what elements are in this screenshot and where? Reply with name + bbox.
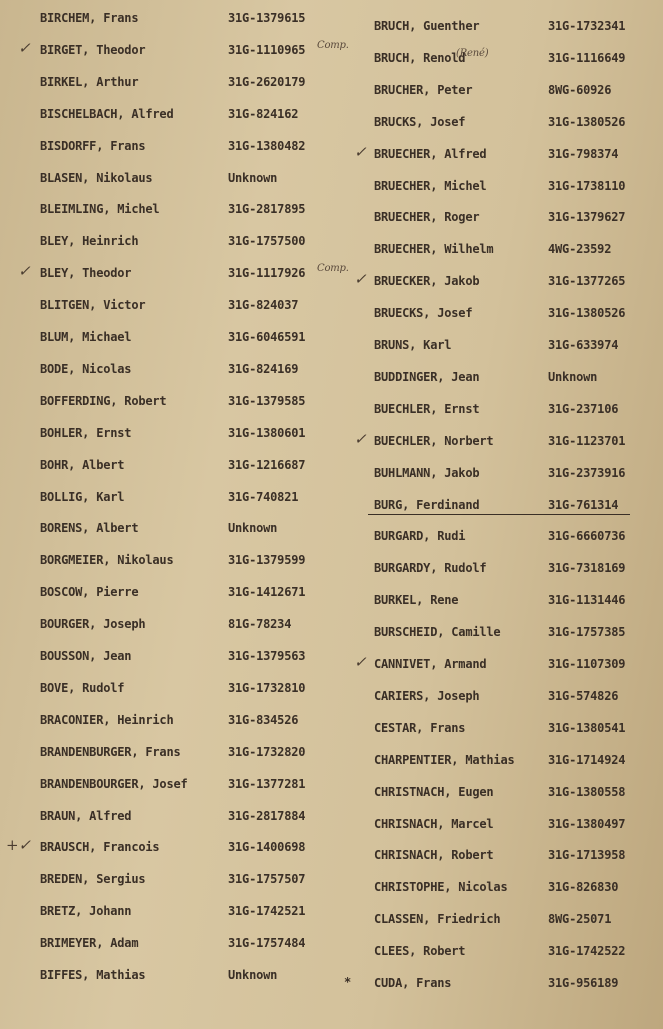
check-mark-icon: ✓ [354,142,367,161]
list-item [0,965,340,985]
list-item [0,104,340,124]
person-name: BUDDINGER, Jean [374,369,480,384]
list-item [0,423,340,443]
serial-number: 31G-1380601 [228,425,306,440]
check-mark-icon: ✓ [354,270,367,289]
serial-number: 31G-633974 [548,338,619,352]
check-mark-icon: ✓ [354,429,367,448]
person-name: CHRISTOPHE, Nicolas [374,880,508,895]
list-item [0,487,340,507]
check-mark-icon: ✓ [354,653,367,671]
person-name: CANNIVET, Armand [374,657,487,671]
list-item [340,431,663,451]
serial-number: 31G-798374 [548,146,619,161]
person-name: CUDA, Frans [374,976,452,990]
list-item [340,399,663,419]
serial-number: 31G-237106 [548,401,619,416]
person-name: BRUCH, Renold [374,50,466,65]
serial-number: 31G-1131446 [548,593,626,608]
serial-number: 4WG-23592 [548,242,612,257]
serial-number: 81G-78234 [228,617,292,632]
serial-number: 31G-761314 [548,497,619,512]
person-name: BLASEN, Nikolaus [40,170,153,185]
list-item [0,518,340,538]
person-name: BLEY, Heinrich [40,234,139,249]
list-item [340,590,663,610]
list-item [340,48,663,68]
serial-number: 31G-1123701 [548,433,626,448]
person-name: BURG, Ferdinand [374,497,480,512]
person-name: BOHLER, Ernst [40,425,132,440]
serial-number: 31G-1732341 [548,19,626,33]
serial-number: 31G-1713958 [548,848,626,863]
serial-number: 31G-2620179 [228,74,306,89]
list-item [340,622,663,642]
person-name: CHRISTNACH, Eugen [374,784,494,799]
serial-number: 31G-834526 [228,712,299,727]
serial-number: 31G-574826 [548,688,619,703]
serial-number: 31G-2817884 [228,808,306,823]
person-name: BUHLMANN, Jakob [374,465,480,480]
person-name: BRUCKS, Josef [374,114,466,129]
serial-number: 31G-1107309 [548,657,626,671]
serial-number: 31G-1379627 [548,210,626,225]
serial-number: 31G-826830 [548,880,619,895]
serial-number: 8WG-60926 [548,82,612,97]
serial-number: 31G-1379599 [228,553,306,568]
serial-number: 31G-1379585 [228,393,306,408]
person-name: BORENS, Albert [40,521,139,536]
list-item [340,463,663,483]
person-name: BURSCHEID, Camille [374,625,501,640]
serial-number: 31G-1742521 [228,904,306,919]
person-name: BURGARD, Rudi [374,529,466,544]
person-name: CHRISNACH, Marcel [374,816,494,831]
person-name: BOUSSON, Jean [40,649,132,663]
serial-number: 31G-1379615 [228,11,306,25]
person-name: BIFFES, Mathias [40,968,146,982]
list-item [340,718,663,738]
serial-number: 31G-956189 [548,976,619,990]
serial-number: 31G-824169 [228,361,299,376]
person-name: BURKEL, Rene [374,593,459,608]
serial-number: 31G-1116649 [548,50,626,65]
list-item [340,271,663,291]
list-item [340,686,663,706]
person-name: BRETZ, Johann [40,904,132,919]
list-item [0,295,340,315]
person-name: BRANDENBOURGER, Josef [40,776,188,791]
person-name: BRUNS, Karl [374,338,452,352]
serial-number: 31G-1379563 [228,649,306,663]
person-name: BRAUSCH, Francois [40,840,160,855]
serial-number: 31G-1732810 [228,680,306,695]
person-name: BOSCOW, Pierre [40,585,139,600]
list-item [0,837,340,857]
list-item [340,112,663,132]
person-name: BISCHELBACH, Alfred [40,106,174,121]
person-name: BLUM, Michael [40,330,132,344]
person-name: CESTAR, Frans [374,720,466,735]
row-underline [368,514,630,515]
list-item [0,901,340,921]
serial-number: 31G-1757507 [228,872,306,887]
serial-number: 31G-1380497 [548,816,626,831]
list-item [340,367,663,387]
person-name: BLEIMLING, Michel [40,202,160,217]
serial-number: 31G-1380541 [548,720,626,735]
list-item [0,455,340,475]
serial-number: 31G-1380526 [548,306,626,321]
person-name: BOURGER, Joseph [40,617,146,632]
list-item [340,303,663,323]
person-name: BIRGET, Theodor [40,42,146,57]
person-name: BISDORFF, Frans [40,138,146,153]
person-name: BRUECHER, Roger [374,210,480,225]
serial-number: 31G-1216687 [228,457,306,472]
list-item [340,335,663,355]
serial-number: 31G-1400698 [228,840,306,855]
list-item [340,207,663,227]
person-name: BORGMEIER, Nikolaus [40,553,174,568]
list-item [340,814,663,834]
person-name: BREDEN, Sergius [40,872,146,887]
list-item [0,359,340,379]
list-item [0,199,340,219]
list-item [340,973,663,993]
check-mark-icon: +✓ [6,836,31,855]
person-name: BOFFERDING, Robert [40,393,167,408]
serial-number: 31G-1757385 [548,625,626,640]
person-name: CARIERS, Joseph [374,688,480,703]
list-item [340,750,663,770]
serial-number: 31G-6046591 [228,330,306,344]
serial-number: 31G-1412671 [228,585,306,600]
person-name: BRIMEYER, Adam [40,936,139,951]
serial-number: 31G-6660736 [548,529,626,544]
serial-number: 31G-1732820 [228,744,306,759]
serial-number: 31G-1380558 [548,784,626,799]
serial-number: 31G-1380526 [548,114,626,129]
person-name: BLEY, Theodor [40,266,132,281]
serial-number: 8WG-25071 [548,912,612,927]
list-item [0,550,340,570]
list-item [340,80,663,100]
list-item [340,782,663,802]
list-item [0,582,340,602]
asterisk-marker: * [344,975,352,989]
serial-number: Unknown [548,369,598,384]
serial-number: 31G-2373916 [548,465,626,480]
person-name: BRUECHER, Alfred [374,146,487,161]
person-name: BRUCHER, Peter [374,82,473,97]
person-name: BRUECHER, Wilhelm [374,242,494,257]
serial-number: 31G-1377265 [548,274,626,289]
list-item [340,909,663,929]
person-name: BLITGEN, Victor [40,298,146,313]
list-item [0,391,340,411]
handwritten-note: Comp. [317,39,349,51]
person-name: BURGARDY, Rudolf [374,561,487,576]
list-item [0,933,340,953]
check-mark-icon: ✓ [18,262,31,281]
person-name: CHARPENTIER, Mathias [374,752,515,767]
person-name: BRUECHER, Michel [374,178,487,193]
list-item [340,654,663,674]
list-item [0,869,340,889]
list-item [340,526,663,546]
person-name: BOHR, Albert [40,457,125,472]
list-item [0,38,349,60]
person-name: BUECHLER, Ernst [374,401,480,416]
list-item [0,678,340,698]
person-name: CLEES, Robert [374,944,466,959]
list-item [0,614,340,634]
serial-number: 31G-1757484 [228,936,306,951]
person-name: BIRCHEM, Frans [40,11,139,25]
list-item [0,231,340,251]
check-mark-icon: ✓ [18,38,31,57]
list-item [340,239,663,259]
handwritten-note: (René) [456,47,489,59]
person-name: BRUECKS, Josef [374,306,473,321]
list-item [0,742,340,762]
person-name: CHRISNACH, Robert [374,848,494,863]
list-item [0,136,340,156]
list-item [340,558,663,578]
list-item [340,845,663,865]
list-item [340,144,663,164]
serial-number: 31G-1742522 [548,944,626,959]
person-name: BOVE, Rudolf [40,680,125,695]
serial-number: 31G-1117926 [228,266,306,281]
person-name: BOLLIG, Karl [40,489,125,504]
list-item [0,806,340,826]
serial-number: 31G-824162 [228,106,299,121]
serial-number: 31G-7318169 [548,561,626,576]
serial-number: Unknown [228,968,278,982]
person-name: BRUECKER, Jakob [374,274,480,289]
list-item [0,774,340,794]
list-item [340,176,663,196]
person-name: BUECHLER, Norbert [374,433,494,448]
person-name: BIRKEL, Arthur [40,74,139,89]
serial-number: 31G-2817895 [228,202,306,217]
list-item [340,495,663,515]
person-name: BRACONIER, Heinrich [40,712,174,727]
serial-number: 31G-1380482 [228,138,306,153]
list-item [0,646,340,666]
serial-number: 31G-824037 [228,298,299,313]
person-name: BODE, Nicolas [40,361,132,376]
serial-number: 31G-1738110 [548,178,626,193]
person-name: BRANDENBURGER, Frans [40,744,181,759]
list-item [340,16,663,36]
handwritten-note: Comp. [317,263,349,275]
person-name: BRUCH, Guenther [374,19,480,33]
list-item [0,262,349,283]
serial-number: 31G-1714924 [548,752,626,767]
serial-number: Unknown [228,170,278,185]
list-item [0,8,340,28]
list-item [0,710,340,730]
list-item [0,327,340,347]
serial-number: Unknown [228,521,278,536]
list-item [340,941,663,961]
list-item [0,168,340,188]
serial-number: 31G-740821 [228,489,299,504]
list-item [340,877,663,897]
list-item [0,72,340,92]
serial-number: 31G-1757500 [228,234,306,249]
serial-number: 31G-1110965 [228,42,306,57]
serial-number: 31G-1377281 [228,776,306,791]
person-name: BRAUN, Alfred [40,808,132,823]
person-name: CLASSEN, Friedrich [374,912,501,927]
